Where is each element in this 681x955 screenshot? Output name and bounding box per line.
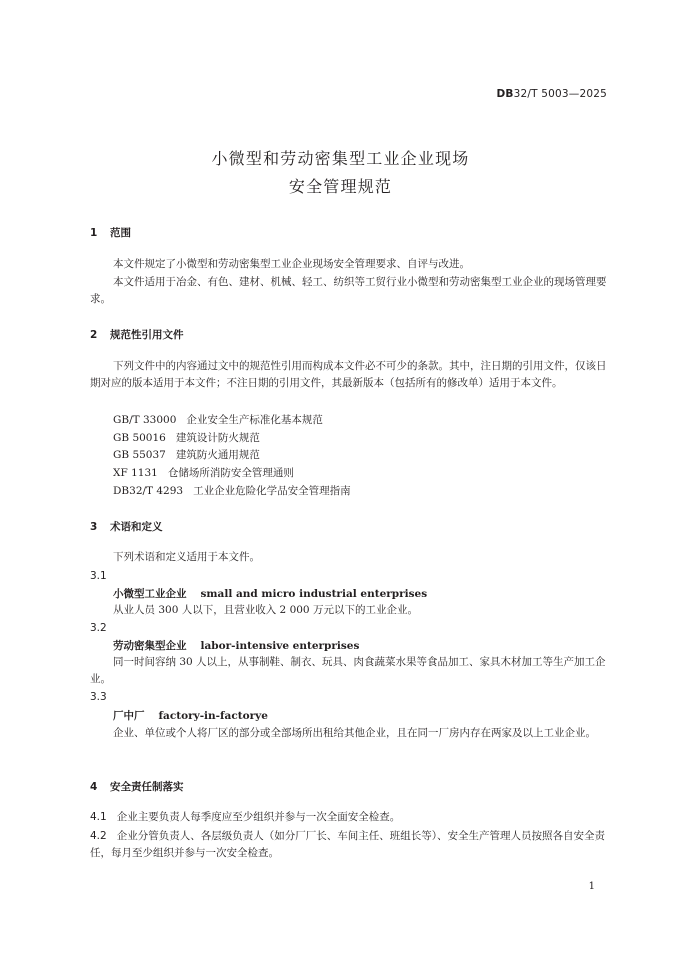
reference-title: 企业安全生产标准化基本规范 (186, 414, 323, 426)
reference-title: 工业企业危险化学品安全管理指南 (193, 485, 351, 497)
reference-item (113, 483, 351, 500)
term-heading (113, 708, 268, 723)
reference-code: GB/T 33000 (113, 414, 177, 426)
term-definition: 同一时间容纳 30 人以上，从事制鞋、制衣、玩具、肉食蔬菜水果等食品加工、家具木材加工等生产加工企业。 (90, 656, 606, 685)
reference-title: 仓储场所消防安全管理通则 (167, 467, 294, 479)
term-chinese: 劳动密集型企业 (113, 640, 187, 652)
term-chinese: 厂中厂 (113, 710, 145, 722)
reference-item (113, 430, 260, 447)
section-1-paragraph-1: 本文件规定了小微型和劳动密集型工业企业现场安全管理要求、自评与改进。 (113, 258, 470, 270)
reference-title: 建筑防火通用规范 (175, 449, 260, 461)
reference-item (113, 447, 260, 464)
section-3-title: 术语和定义 (110, 521, 163, 533)
term-definition: 企业、单位或个人将厂区的部分或全部场所出租给其他企业，且在同一厂房内存在两家及以上工业企业。 (113, 727, 596, 739)
section-2-number: 2 (90, 329, 98, 341)
reference-code: GB 50016 (113, 432, 166, 444)
term-english: factory-in-factorye (158, 710, 268, 722)
standard-code-prefix: DB (496, 88, 514, 100)
reference-item (113, 465, 294, 482)
reference-item (113, 412, 323, 429)
term-english: small and micro industrial enterprises (200, 588, 428, 600)
clause-text: 企业分管负责人、各层级负责人（如分厂厂长、车间主任、班组长等）、安全生产管理人员按照各自安全责任，每月至少组织并参与一次安全检查。 (90, 830, 605, 859)
document-title-line2: 安全管理规范 (288, 177, 393, 196)
clause-text: 企业主要负责人每季度应至少组织并参与一次全面安全检查。 (116, 811, 401, 823)
section-3-paragraph: 下列术语和定义适用于本文件。 (113, 551, 260, 563)
section-4-heading (90, 779, 184, 794)
reference-title: 建筑设计防火规范 (175, 432, 260, 444)
term-chinese: 小微型工业企业 (113, 588, 187, 600)
section-3-heading (90, 519, 163, 534)
standard-code (496, 88, 607, 100)
term-heading (113, 638, 359, 653)
page-number: 1 (588, 881, 595, 892)
section-2-title: 规范性引用文件 (110, 329, 184, 341)
clause-number: 4.1 (90, 811, 107, 823)
term-number: 3.1 (90, 570, 107, 582)
term-number: 3.3 (90, 691, 107, 703)
clause (90, 828, 610, 862)
reference-code: GB 55037 (113, 449, 166, 461)
section-3-number: 3 (90, 521, 98, 533)
section-1-number: 1 (90, 227, 98, 239)
section-2-heading (90, 327, 184, 342)
section-1-title: 范围 (110, 227, 131, 239)
section-1-heading (90, 225, 131, 240)
clause-number: 4.2 (90, 830, 107, 842)
section-2-paragraph: 下列文件中的内容通过文中的规范性引用而构成本文件必不可少的条款。其中，注日期的引用文件，仅该日期对应的版本适用于本文件；不注日期的引用文件，其最新版本（包括所有的修改单）适用于本文件。 (90, 360, 607, 389)
section-1-paragraph-2: 本文件适用于冶金、有色、建材、机械、轻工、纺织等工贸行业小微型和劳动密集型工业企业的现场管理要求。 (90, 276, 607, 305)
term-english: labor-intensive enterprises (200, 640, 360, 652)
clause (90, 809, 610, 826)
standard-code-number: 32/T 5003—2025 (513, 88, 607, 100)
document-title-line1: 小微型和劳动密集型工业企业现场 (211, 149, 470, 168)
section-4-title: 安全责任制落实 (110, 781, 184, 793)
section-4-number: 4 (90, 781, 98, 793)
reference-code: DB32/T 4293 (113, 485, 184, 497)
reference-code: XF 1131 (113, 467, 158, 479)
term-definition: 从业人员 300 人以下，且营业收入 2 000 万元以下的工业企业。 (113, 604, 418, 616)
term-number: 3.2 (90, 622, 107, 634)
term-heading (113, 586, 427, 601)
